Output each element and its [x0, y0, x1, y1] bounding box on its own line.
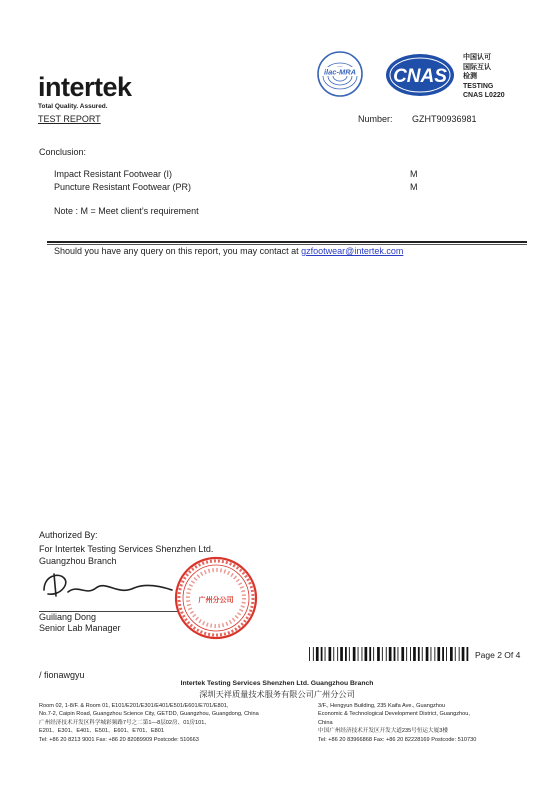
cnas-line: TESTING — [463, 82, 494, 90]
intertek-logo-text: intertek — [38, 72, 132, 102]
footer-address-line: Economic & Technological Development District, Guangzhou, — [318, 711, 470, 718]
conclusion-item: Impact Resistant Footwear (I) — [54, 169, 173, 179]
authorized-company: For Intertek Testing Services Shenzhen Ltd. — [39, 544, 214, 554]
cnas-line: 中国认可 — [463, 54, 491, 61]
cnas-line: 检测 — [463, 73, 477, 80]
report-number-label: Number: — [358, 114, 393, 124]
footer-company-en: Intertek Testing Services Shenzhen Ltd. Guangzhou Branch — [180, 680, 374, 687]
cnas-logo-label: CNAS — [393, 66, 447, 87]
intertek-logo — [38, 72, 132, 102]
conclusion-item: Puncture Resistant Footwear (PR) — [54, 182, 192, 192]
ilac-logo-label: ilac-MRA — [323, 67, 357, 77]
company-seal-stamp — [174, 556, 258, 640]
footer-address-line: 广州经济技术开发区科学城彩频路7号之二第1—8层02房、01房101、 — [39, 719, 210, 726]
cnas-line: 国际互认 — [463, 63, 491, 71]
logo-tagline: Total Quality. Assured. — [38, 103, 108, 110]
footer-address-line: No.7-2, Caipin Road, Guangzhou Science City, GETDD, Guangzhou, Guangdong, China — [39, 711, 259, 718]
query-line — [54, 246, 403, 256]
footer-address-line: China — [318, 719, 333, 726]
signer-name: Guiliang Dong — [39, 612, 97, 622]
cnas-logo — [384, 52, 456, 98]
report-title: TEST REPORT — [38, 114, 101, 124]
report-number-value: GZHT90936981 — [412, 114, 477, 124]
preparer-initials: / fionawgyu — [39, 670, 85, 680]
conclusion-heading: Conclusion: — [39, 147, 87, 157]
footer-company-cn: 深圳天祥质量技术服务有限公司广州分公司 — [199, 690, 355, 699]
conclusion-note: Note : M = Meet client’s requirement — [54, 206, 199, 216]
authorized-by-label: Authorized By: — [39, 530, 98, 540]
handwritten-signature — [38, 566, 178, 606]
section-divider — [47, 241, 527, 243]
page-number: Page 2 Of 4 — [475, 650, 521, 660]
barcode — [309, 647, 469, 661]
footer-right-address — [318, 702, 476, 744]
footer-address-line: Room 02, 1-8/F. & Room 01, E101/E201/E301/E401/E501/E601/E701/E801, — [39, 703, 229, 709]
cnas-line: CNAS L0220 — [463, 92, 505, 99]
ilac-mra-logo — [316, 50, 364, 98]
section-divider-thin — [47, 244, 527, 245]
conclusion-result: M — [410, 169, 418, 179]
footer-left-address — [39, 702, 259, 744]
signer-title: Senior Lab Manager — [39, 623, 121, 633]
footer-address-line: Tel: +86 20 83966868 Fax: +86 20 82228169 Postcode: 510730 — [318, 736, 477, 743]
cnas-accreditation-text — [463, 53, 505, 101]
conclusion-result: M — [410, 182, 418, 192]
footer-address-line: 中国广州经济技术开发区开发大道235号恒运大厦3楼 — [318, 728, 448, 735]
authorized-branch: Guangzhou Branch — [39, 556, 117, 566]
stamp-text: 广州分公司 — [198, 596, 234, 604]
footer-address-line: Tel: +86 20 8213 9001 Fax: +86 20 82089909 Postcode: 510663 — [39, 736, 199, 743]
footer-address-line: 3/F., Hengyun Building, 235 Kaifa Ave., Guangzhou — [318, 703, 446, 709]
footer-address-line: E201、E301、E401、E501、E601、E701、E801 — [39, 728, 165, 735]
query-text: Should you have any query on this report, you may contact at — [54, 246, 302, 256]
contact-email-link[interactable]: gzfootwear@intertek.com — [301, 246, 404, 256]
